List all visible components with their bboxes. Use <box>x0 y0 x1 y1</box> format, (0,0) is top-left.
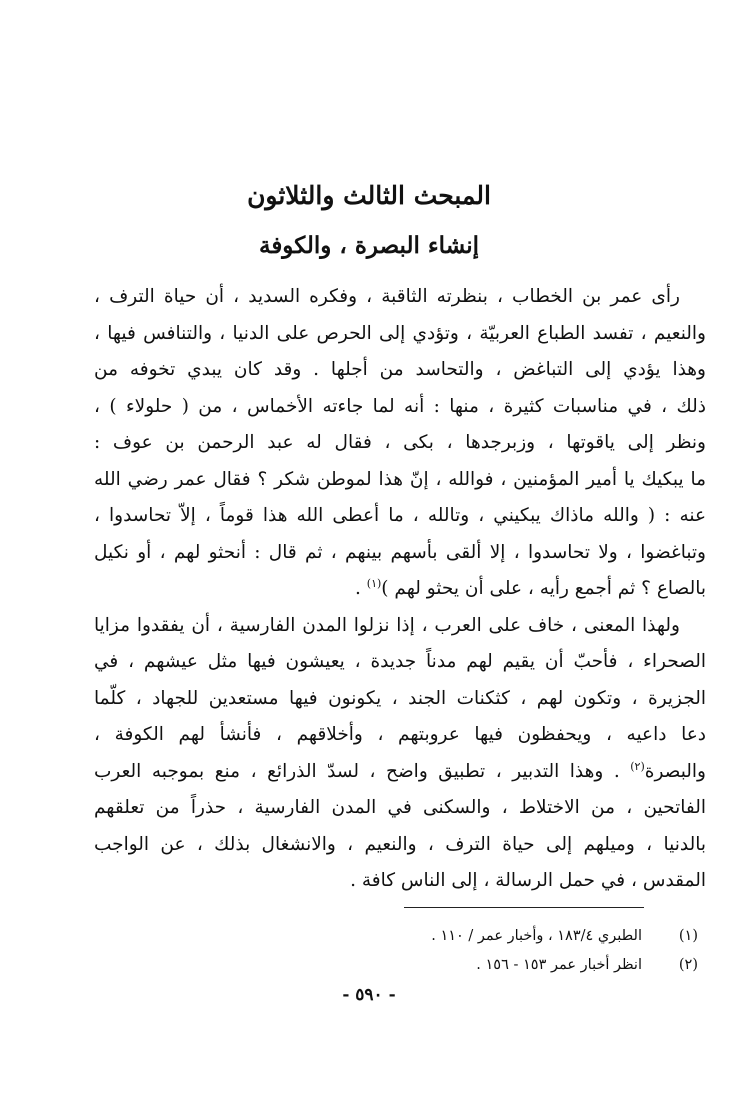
text-line: ونظر إلى ياقوتها ، وزبرجدها ، بكى ، فقال له عبد الرحمن بن عوف : <box>94 432 706 453</box>
footnote-item <box>94 951 706 980</box>
footnote-ref-2[interactable]: (٢) <box>630 759 645 773</box>
text-line: وهذا يؤدي إلى التباغض ، والتحاسد من أجلها . وقد كان يبدي تخوفه من <box>94 359 706 380</box>
text-line: الصحراء ، فأحبّ أن يقيم لهم مدناً جديدة ، يعيشون فيها مثل عيشهم ، في <box>94 651 706 672</box>
footnote-text: الطبري ١٨٣/٤ ، وأخبار عمر / ١١٠ . <box>431 928 642 944</box>
footnote-ref-1[interactable]: (١) <box>366 576 382 590</box>
text-line: المقدس ، في حمل الرسالة ، إلى الناس كافة . <box>350 870 706 891</box>
text-line: ما يبكيك يا أمير المؤمنين ، فوالله ، إنّ هذا لموطن شكر ؟ فقال عمر رضي الله <box>94 468 706 490</box>
paragraph-1 <box>94 279 706 608</box>
text-segment: بالصاع ؟ ثم أجمع رأيه ، على أن يحثو لهم ) <box>381 578 706 599</box>
text-line <box>94 754 706 791</box>
footnote-item <box>94 922 706 951</box>
text-segment: . <box>355 578 367 599</box>
footnote-number: (٢) <box>678 957 698 973</box>
footnote-text: انظر أخبار عمر ١٥٣ - ١٥٦ . <box>476 957 642 973</box>
footnote-number: (١) <box>678 928 698 944</box>
section-title: إنشاء البصرة ، والكوفة <box>258 232 480 259</box>
text-line <box>94 571 706 608</box>
body-text <box>94 279 706 900</box>
text-line: وتباغضوا ، ولا تحاسدوا ، إلا ألقى بأسهم بينهم ، ثم قال : أنحثو لهم ، أو نكيل <box>94 541 706 563</box>
page-number: - ٥٩٠ - <box>342 985 396 1005</box>
text-line: دعا داعيه ، ويحفظون فيها عروبتهم ، وأخلاقهم ، فأنشأ لهم الكوفة ، <box>94 724 706 745</box>
text-line: ولهذا المعنى ، خاف على العرب ، إذا نزلوا المدن الفارسية ، أن يفقدوا مزايا <box>94 614 680 636</box>
footnote-divider <box>404 907 644 908</box>
text-line: عنه : ( والله ماذاك يبكيني ، وتالله ، ما أعطى الله هذا قوماً ، إلاّ تحاسدوا ، <box>94 505 706 526</box>
text-line: بالدنيا ، وميلهم إلى حياة الترف ، والنعيم ، والانشغال بذلك ، عن الواجب <box>94 833 706 855</box>
paragraph-2 <box>94 608 706 900</box>
text-line: ذلك ، في مناسبات كثيرة ، منها : أنه لما جاءته الأخماس ، من ( حلولاء ) ، <box>94 395 706 417</box>
text-segment: . وهذا التدبير ، تطبيق واضح ، لسدّ الذرائع ، منع بموجبه العرب <box>94 760 631 782</box>
text-segment: والبصرة <box>644 760 706 782</box>
footnotes <box>94 922 706 980</box>
text-line: الفاتحين ، من الاختلاط ، والسكنى في المدن الفارسية ، حذراً من تعلقهم <box>94 797 706 818</box>
chapter-title: المبحث الثالث والثلاثون <box>247 181 491 210</box>
text-line: رأى عمر بن الخطاب ، بنظرته الثاقبة ، وفكره السديد ، أن حياة الترف ، <box>94 286 680 307</box>
text-line: والنعيم ، تفسد الطباع العربيّة ، وتؤدي إلى الحرص على الدنيا ، والتنافس فيها ، <box>94 322 706 344</box>
text-line: الجزيرة ، وتكون لهم ، كثكنات الجند ، يكونون فيها مستعدين للجهاد ، كلّما <box>94 687 706 709</box>
